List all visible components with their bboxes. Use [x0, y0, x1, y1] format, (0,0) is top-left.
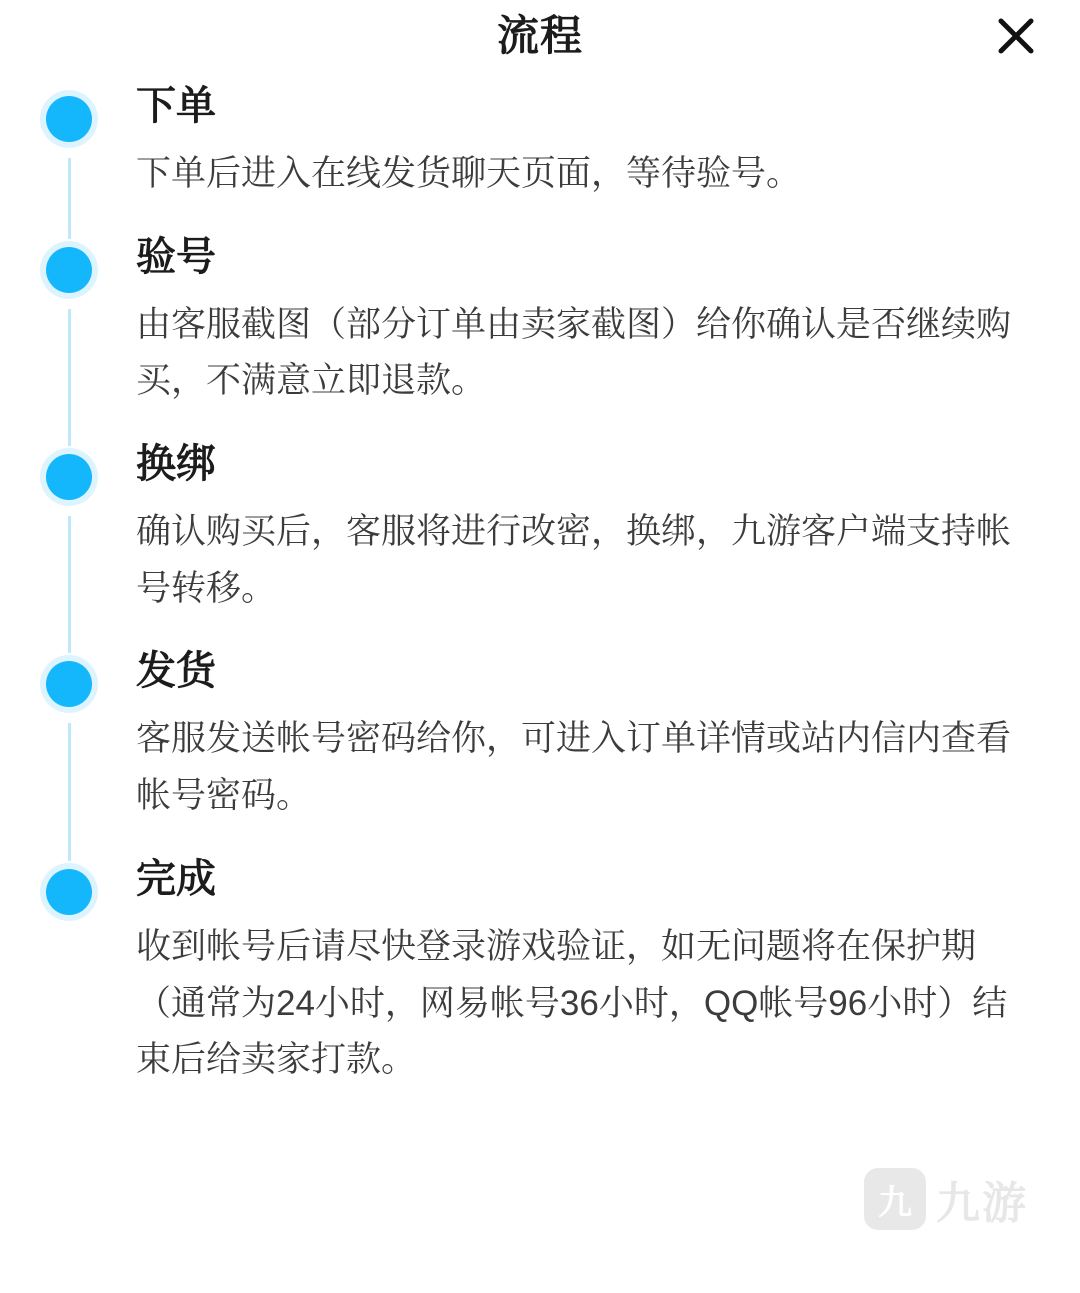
watermark: [864, 1167, 1028, 1231]
step-title: 发货: [136, 649, 216, 694]
dialog-header: [0, 0, 1080, 72]
page-title: 流程: [496, 12, 583, 59]
step-description: 下单后进入在线发货聊天页面，等待验号。: [136, 154, 802, 193]
step-connector-line: [68, 309, 71, 446]
step-content: [136, 855, 1080, 1119]
step-dot-icon: [46, 247, 92, 293]
list-item: [0, 647, 1080, 854]
step-dot-icon: [46, 96, 92, 142]
step-marker: [46, 233, 136, 440]
list-item: [0, 440, 1080, 647]
watermark-text: 九游: [936, 1179, 1028, 1228]
process-step-list: [0, 82, 1080, 1119]
step-content: [136, 440, 1080, 647]
step-connector-line: [68, 723, 71, 860]
step-dot-icon: [46, 454, 92, 500]
close-button[interactable]: [992, 12, 1040, 60]
step-marker: [46, 647, 136, 854]
step-title: 验号: [136, 234, 216, 279]
watermark-logo-icon: 九: [864, 1168, 926, 1230]
step-description: 确认购买后，客服将进行改密，换绑，九游客户端支持帐号转移。: [136, 512, 1012, 608]
list-item: [0, 82, 1080, 233]
close-icon: [994, 14, 1038, 58]
step-dot-icon: [46, 869, 92, 915]
step-title: 完成: [136, 856, 216, 901]
list-item: [0, 233, 1080, 440]
step-title: 换绑: [136, 442, 216, 487]
list-item: [0, 855, 1080, 1119]
step-marker: [46, 82, 136, 233]
step-description: 客服发送帐号密码给你，可进入订单详情或站内信内查看帐号密码。: [136, 719, 1012, 816]
step-content: [136, 82, 1080, 233]
step-content: [136, 233, 1080, 440]
step-description: 收到帐号后请尽快登录游戏验证，如无问题将在保护期（通常为24小时，网易帐号36小时，QQ帐号96小时）结束后给卖家打款。: [136, 926, 1008, 1080]
step-content: [136, 647, 1080, 854]
step-marker: [46, 440, 136, 647]
step-connector-line: [68, 158, 71, 239]
step-title: 下单: [136, 84, 216, 128]
step-marker: [46, 855, 136, 1119]
step-connector-line: [68, 516, 71, 653]
step-dot-icon: [46, 661, 92, 707]
step-description: 由客服截图（部分订单由卖家截图）给你确认是否继续购买，不满意立即退款。: [136, 304, 1012, 401]
